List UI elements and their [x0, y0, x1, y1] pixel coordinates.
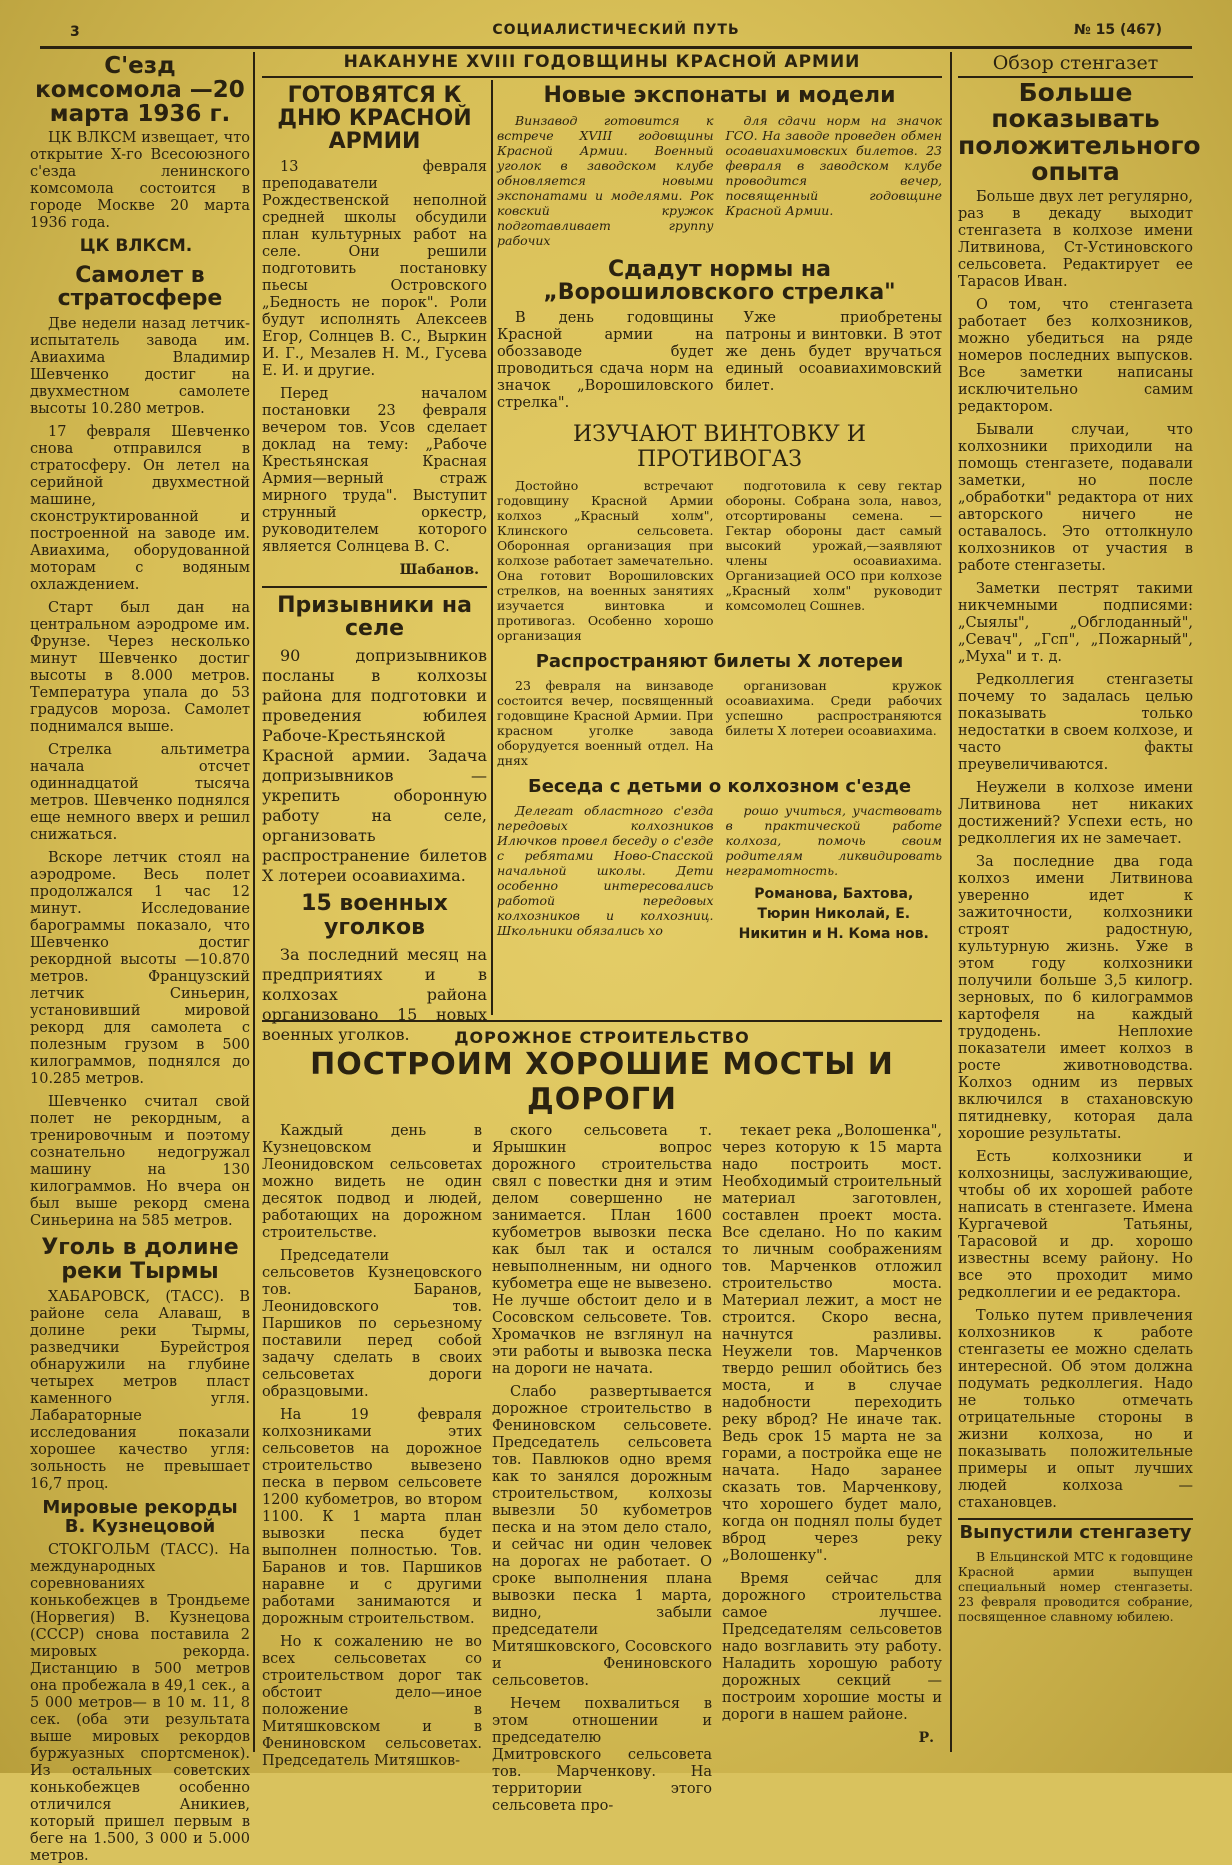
review-paragraph: Редколлегия стенгазеты почему то задалась целью показывать только недостатки в своем колхозе, и часто факты преувеличиваются. [958, 672, 1193, 773]
plane-paragraph: Вскоре летчик стоял на аэродроме. Весь полет продолжался 1 час 12 минут. Исследование барограммы показало, что Шевченко достиг рекордной высоты —10.870 метров. Французский летчик Синьерин, установивший мировой рекорд для самолета с полезным грузом в 500 килограммов, поднялся до 10.285 метров. [30, 850, 250, 1088]
issue-number: № 15 (467) [1073, 22, 1162, 38]
review-paragraph: Есть колхозники и колхозницы, заслуживающие, чтобы об их хорошей работе написать в стенгазете. Имена Кургачевой Татьяны, Тарасовой и др. хорошо известны всему району. Но все это проходит мимо редколлегии и ее редактора. [958, 1149, 1193, 1301]
column-rule [253, 52, 255, 1752]
roads-paragraph: Время сейчас для дорожного строительства самое лучшее. Председателям сельсоветов надо возглавить эту работу. Наладить хорошую работу дорожных секций — построим хорошие мосты и дороги в нашем районе. [722, 1571, 942, 1723]
headline-review: Больше показывать положительного опыта [958, 78, 1201, 186]
banner [262, 52, 942, 78]
rifle-body [497, 478, 942, 649]
rifle-text-right: подготовила к севу гектар обороны. Собрана зола, навоз, отсортированы семена. —Гектар обороны даст самый высокий урожай,—заявляют члены осоавиахима. Организацией ОСО при колхозе „Красный холм" руководит комсомолец Сошнев. [725, 478, 942, 614]
plane-paragraph: Стрелка альтиметра начала отсчет одиннадцатой тысяча метров. Шевченко поднялся еще немного вверх и решил снижаться. [30, 742, 250, 844]
exhibits-text-left: Винзавод готовится к встрече XVIII годовщины Красной Армии. Военный уголок в заводском клубе обновляется новыми экспонатами и моделями. Рок ковский кружок подготавливает группу рабочих [497, 113, 714, 249]
left-column [30, 52, 250, 1865]
roads-signature: Р. [918, 1730, 934, 1746]
conscripts-text: 90 допризывников посланы в колхозы района для подготовки и проведения юбилея Рабоче-Крестьянской Красной армии. Задача допризывников — укрепить оборонную работу на селе, организовать распространение билетов Х лотереи осоавиахима. [262, 646, 487, 886]
right-column [958, 52, 1201, 1762]
review-paragraph: Заметки пестрят такими никчемными подписями: „Сыялы", „Обглоданный", „Севач", „Гсп", „Пожарный", „Муха" и т. д. [958, 581, 1193, 665]
headline-issued: Выпустили стенгазету [958, 1518, 1193, 1543]
headline-conscripts: Призывники на селе [277, 593, 472, 642]
center-right-column [497, 80, 942, 1015]
plane-paragraph: Шевченко считал свой полет не рекордным, а тренировочным и поэтому сознательно недогружал машину на 130 килограммов. Но вчера он был выше рекорд смена Синьерина на 585 метров. [30, 1094, 250, 1230]
headline-coal: Уголь в долине реки Тырмы [41, 1235, 239, 1284]
lottery-text-left: 23 февраля на винзаводе состоится вечер, посвященный годовщине Красной Армии. При красном уголке завода оборудуется военный отдел. На днях [497, 678, 714, 769]
headline-records: Мировые рекорды В. Кузнецовой [42, 1496, 238, 1537]
talk-signature: Романова, Бахтова, Тюрин Николай, Е. Никитин и Н. Кома нов. [738, 886, 929, 943]
center-left-column [262, 80, 487, 1044]
roads-section [262, 1028, 942, 1814]
roads-paragraph: Нечем похвалиться в этом отношении и председателю Дмитровского сельсовета тов. Марченкову. На территории этого сельсовета про- [492, 1696, 712, 1814]
roads-headline: ПОСТРОИМ ХОРОШИЕ МОСТЫ И ДОРОГИ [310, 1047, 894, 1117]
review-paragraph: Неужели в колхозе имени Литвинова нет никаких достижений? Успехи есть, но редколлегия их не замечает. [958, 780, 1193, 847]
review-paragraph: Больше двух лет регулярно, раз в декаду выходит стенгазета в колхозе имени Литвинова, Ст-Устиновского сельсовета. Редактирует ее Тарасов Иван. [958, 189, 1193, 290]
headline-exhibits: Новые экспонаты и модели [543, 83, 896, 108]
coal-text: ХАБАРОВСК, (ТАСС). В районе села Алаваш, в долине реки Тырмы, разведчики Бурейстроя обнаружили на глубине четырех метров пласт каменного угля. Лабараторные исследования показали хорошее качество угля: зольность не превышает 16,7 проц. [30, 1288, 250, 1492]
plane-paragraph: 17 февраля Шевченко снова отправился в стратосферу. Он летел на серийной двухместной машине, сконструктированной и построенной на заводе им. Авиахима, оборудованной моторам с водяным охлаждением. [30, 424, 250, 594]
headline-plane: Самолет в стратосфере [57, 263, 223, 312]
headline-corners: 15 военных уголков [301, 891, 448, 940]
prepare-paragraph: 13 февраля преподаватели Рождественской неполной средней школы обсудили план культурных работ на селе. Они решили подготовить постановку пьесы Островского „Бедность не порок". Роли будут исполнять Алексеев Егор, Солнцев В. С., Выркин И. Г., Мезалев Н. М., Гусева Е. И. и другие. [262, 159, 487, 380]
talk-text-left: Делегат областного с'езда передовых колхозников Илючков провел беседу о с'езде с ребятами Ново-Спасской начальной школы. Дети особенно интересовались работой передовых колхозников и колхозниц. Школьники обязались хо [497, 803, 714, 939]
issued-text: В Ельцинской МТС к годовщине Красной армии выпущен специальный номер стенгазеты. 23 февраля проводится собрание, посвященное славному юбилею. [958, 1548, 1193, 1624]
comsomol-signature: ЦК ВЛКСМ. [79, 236, 193, 257]
talk-body [497, 803, 942, 944]
headline-norms: Сдадут нормы на „Ворошиловского стрелка" [543, 257, 896, 306]
review-paragraph: За последние два года колхоз имени Литвинова уверенно идет к зажиточности, колхозники строят радостную, культурную жизнь. Уже в этом году колхозники получили больше 3,5 килогр. зерновых, по 6 килограммов картофеля на каждый трудодень. Неплохие показатели имеет колхоз в росте животноводства. Колхоз одним из первых включился в стахановскую пятидневку, которая дала хорошие результаты. [958, 854, 1193, 1142]
norms-body [497, 310, 942, 418]
norms-text-left: В день годовщины Красной армии на обоззаводе будет проводиться сдача норм на значок „Ворошиловского стрелка". [497, 310, 714, 412]
divider [262, 586, 487, 588]
headline-lottery: Распространяют билеты Х лотереи [535, 651, 904, 673]
column-rule [491, 80, 493, 1015]
comsomol-text: ЦК ВЛКСМ извещает, что открытие Х-го Всесоюзного с'езда ленинского комсомола состоится в городе Москве 20 марта 1936 года. [30, 130, 250, 232]
corners-text: За последний месяц на предприятиях и в колхозах района организовано 15 новых военных уголков. [262, 944, 487, 1044]
roads-paragraph: На 19 февраля колхозниками этих сельсоветов на дорожное строительство вывезено песка в первом сельсовете 1200 кубометров, во втором 1100. К 1 марта план вывозки песка будет выполнен полностью. Тов. Баранов и тов. Паршиков наравне и с другими работами занимаются и дорожным строительством. [262, 1407, 482, 1627]
roads-body [262, 1123, 942, 1821]
roads-paragraph: Председатели сельсоветов Кузнецовского тов. Баранов, Леонидовского тов. Паршиков по серьезному поставили перед собой задачу сделать в своих сельсоветах дороги образцовыми. [262, 1248, 482, 1400]
prepare-signature: Шабанов. [399, 562, 479, 579]
banner-text: НАКАНУНЕ XVIII ГОДОВЩИНЫ КРАСНОЙ АРМИИ [343, 52, 861, 72]
exhibits-text-right: для сдачи норм на значок ГСО. На заводе проведен обмен осоавиахимовских билетов. 23 февраля в заводском клубе проводится вечер, посвященный годовщине Красной Армии. [725, 113, 942, 219]
review-paragraph: Бывали случаи, что колхозники приходили на помощь стенгазете, подавали заметки, но после „обработки" редактора от них авторского ничего не оставалось. Это оттолкнуло колхозников от участия в работе стенгазеты. [958, 422, 1193, 574]
roads-paragraph: текает река „Волошенка", через которую к 15 марта надо построить мост. Необходимый строительный материал заготовлен, составлен проект моста. Все сделано. Но по каким то личным соображениям тов. Марченков отложил строительство моста. Материал лежит, а мост не строится. Скоро весна, начнутся разливы. Неужели тов. Марченков твердо решил обойтись без моста, и в случае надобности переходить реку вброд? Не иначе так. Ведь срок 15 марта не за горами, а постройка еще не начата. Надо заранее сказать тов. Марченкову, что хорошего будет мало, когда он поднял полы будет вброд через реку „Волошенку". [722, 1123, 942, 1564]
headline-talk: Беседа с детьми о колхозном с'езде [527, 776, 912, 798]
newspaper-title: СОЦИАЛИСТИЧЕСКИЙ ПУТЬ [492, 22, 740, 38]
roads-kicker: ДОРОЖНОЕ СТРОИТЕЛЬСТВО [454, 1028, 750, 1047]
records-text: СТОКГОЛЬМ (ТАСС). На международных соревнованиях конькобежцев в Трондьеме (Норвегия) В. Кузнецова (СССР) снова поставила 2 мировых рекорда. Дистанцию в 500 метров она пробежала в 49,1 сек., а 5 000 метров— в 10 м. 11, 8 сек. (оба эти результата выше мировых рекордов буржуазных спортсменок). Из остальных советских конькобежцев особенно отличился Аникиев, который пришел первым в беге на 1.500, 3 000 и 5.000 метров. [30, 1542, 250, 1865]
plane-paragraph: Старт был дан на центральном аэродроме им. Фрунзе. Через несколько минут Шевченко достиг высоты в 8.000 метров. Температура упала до 53 градусов мороза. Самолет поднимался выше. [30, 600, 250, 736]
column-rule [950, 52, 952, 1752]
lottery-text-right: организован кружок осоавиахима. Среди рабочих успешно распространяются билеты Х лотереи осоавиахима. [725, 678, 942, 739]
rifle-text-left: Достойно встречают годовщину Красной Армии колхоз „Красный холм", Клинского сельсовета. Оборонная организация при колхозе работает замечательно. Она готовит Ворошиловских стрелков, на военных занятиях изучается винтовка и противогаз. Особенно хорошо организация [497, 478, 714, 644]
headline-rifle: ИЗУЧАЮТ ВИНТОВКУ И ПРОТИВОГАЗ [573, 422, 866, 473]
review-paragraph: О том, что стенгазета работает без колхозников, можно убедиться на ряде номеров последних выпусков. Все заметки написаны исключительно самим редактором. [958, 297, 1193, 415]
review-header: Обзор стенгазет [958, 52, 1193, 78]
review-paragraph: Только путем привлечения колхозников к работе стенгазеты ее можно сделать интересной. Об этом должна подумать редколлегия. Надо не только отмечать отрицательные стороны в жизни колхоза, но и показывать положительные примеры и опыт лучших людей колхоза — стахановцев. [958, 1308, 1193, 1511]
page-header [40, 18, 1192, 49]
headline-comsomol: С'езд комсомола —20 марта 1936 г. [35, 53, 245, 128]
norms-text-right: Уже приобретены патроны и винтовки. В этот же день будет вручаться единый осоавиахимовский билет. [725, 310, 942, 395]
roads-paragraph: Каждый день в Кузнецовском и Леонидовском сельсоветах можно видеть не один десяток подвод и людей, работающих на дорожном строительстве. [262, 1123, 482, 1241]
prepare-paragraph: Перед началом постановки 23 февраля вечером тов. Усов сделает доклад на тему: „Рабоче Крестьянская Красная Армия—верный страж мирного труда". Выступит струнный оркестр, руководителем которого является Солнцева В. С. [262, 386, 487, 556]
plane-paragraph: Две недели назад летчик-испытатель завода им. Авиахима Владимир Шевченко достиг на двухместном самолете высоты 10.280 метров. [30, 316, 250, 418]
lottery-body [497, 678, 942, 774]
talk-text-right: рошо учиться, участвовать в практической работе колхоза, помочь своим родителям ликвидировать неграмотность. [725, 803, 942, 879]
exhibits-body [497, 113, 942, 254]
roads-paragraph: Слабо развертывается дорожное строительство в Фениновском сельсовете. Председатель сельсовета тов. Павлюков одно время как то занялся дорожным строительством, колхозы вывезли 50 кубометров песка и на этом дело стало, и сейчас ни один человек на дорогах не работает. О сроке выполнения плана вывозки песка 1 марта, видно, забыли председатели Митяшковского, Сосовского и Фениновского сельсоветов. [492, 1384, 712, 1689]
page-number: 3 [70, 24, 80, 40]
headline-prepare: ГОТОВЯТСЯ К ДНЮ КРАСНОЙ АРМИИ [277, 83, 472, 155]
roads-paragraph: ского сельсовета т. Ярышкин вопрос дорожного строительства свял с повестки дня и этим делом совершенно не занимается. План 1600 кубометров вывозки песка как был так и остался невыполненным, ни одного кубометра еще не вывезено. Не лучше обстоит дело и в Сосовском сельсовете. Тов. Хромачков не взглянул на эти работы и вывозка песка на дороги не начата. [492, 1123, 712, 1377]
roads-paragraph: Но к сожалению не во всех сельсоветах со строительством дорог так обстоит дело—иное положение в Митяшковском и в Фениновском сельсоветах. Председатель Митяшков- [262, 1634, 482, 1769]
